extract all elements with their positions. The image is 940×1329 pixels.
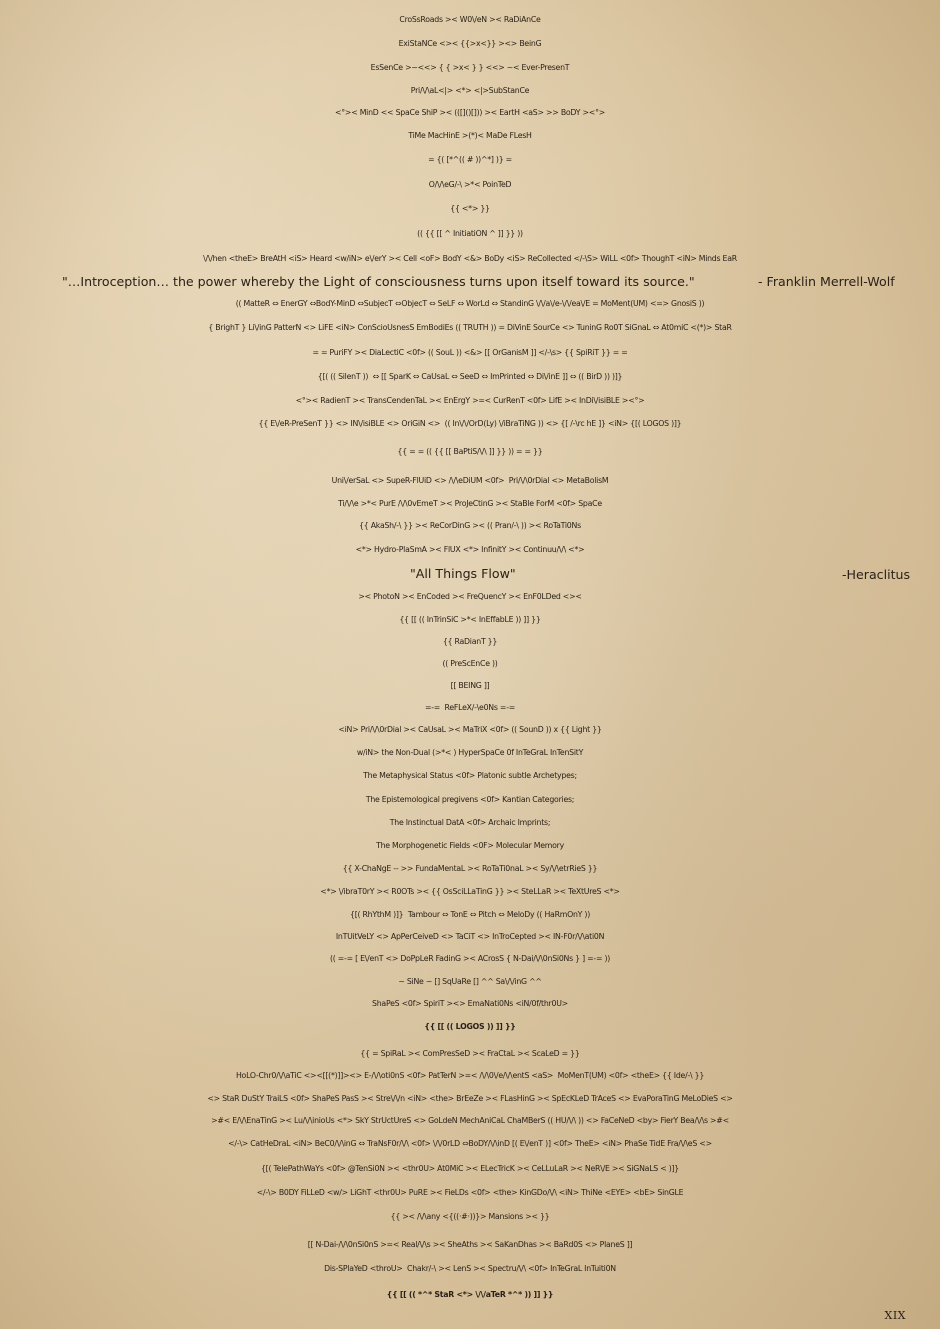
text-line: <°>< MinD << SpaCe ShiP >< (([]()[])) >< EartH <aS> >> BoDY ><°> [334,108,605,117]
text-line: Ti/\/\e >*< PurE /\/\0vEmeT >< ProJeCtinG >< StaBle ForM <0f> SpaCe [338,499,602,508]
text-line: ShaPeS <0f> SpiriT ><> EmaNati0Ns <iN/0f/thr0U> [372,999,568,1008]
text-line: >#< E/\/\EnaTinG >< Lu/\/\inioUs <*> SkY StrUctUreS <> GoLdeN MechAniCaL ChaMBerS (( HU/\/\ )) <> FaCeNeD <by> FierY Bea/\/\s >#< [211,1116,729,1125]
text-line: {{ RaDianT }} [442,637,498,646]
text-line: (( MatteR ⇔ EnerGY ⇔BodY-MinD ⇔SubjecT ⇔ObjecT ⇔ SeLF ⇔ WorLd ⇔ StandinG \/\/a\/e-\/\/ea\/E = MoMent(UM) <=> GnosiS )) [235,299,705,308]
text-line: <*> \/ibraT0rY >< R0OTs >< {{ OsSciLLaTinG }} >< SteLLaR >< TeXtUreS <*> [320,887,620,896]
heading-logos: {{ [[ (( LOGOS )) ]] }} [424,1022,516,1031]
text-line: {{ = SpiRaL >< ComPresSeD >< FraCtaL >< ScaLeD = }} [360,1049,580,1058]
text-line: [[ N-Dai-/\/\0nSi0nS >=< Real/\/\s >< SheAths >< SaKanDhas >< BaRd0S <> PlaneS ]] [307,1240,633,1249]
heading-mansions: {{ >< /\/\any <{((·#·))}> Mansions >< }} [390,1212,550,1221]
text-line: {{ AkaSh/-\ }} >< ReCorDinG >< (( Pran/-\ )) >< RoTaTi0Ns [359,521,581,530]
attribution-wolf: - Franklin Merrell-Wolf [758,274,895,289]
text-line: InTUitVeLY <> ApPerCeiveD <> TaCiT <> InTroCepted >< IN-F0r/\/\ati0N [335,932,605,941]
text-line: Pri/\/\aL<|> <*> <|>SubStanCe [410,86,530,95]
heading-initiation: (( {{ [[ ^ InitiatiON ^ ]] }} )) [417,229,523,238]
text-line: {{ <*> }} [450,204,490,213]
text-line: O/\/\eG/-\ >*< PoinTeD [428,180,512,189]
text-line: w/iN> the Non-Dual (>*< ) HyperSpaCe 0f InTeGraL InTenSitY [356,748,584,757]
text-line: ExiStaNCe <>< {{>x<}} ><> BeinG [398,39,542,48]
text-line: </-\> B0DY FiLLeD <w/> LiGhT <thr0U> PuRE >< FieLDs <0f> <the> KinGDo/\/\ <iN> ThiNe <EYE> <bE> SinGLE [256,1188,684,1197]
text-line: TiMe MacHinE >(*)< MaDe FLesH [408,131,532,140]
text-line: [[ BEING ]] [450,681,490,690]
text-line: {{ E\/eR-PreSenT }} <> IN\/isiBLE <> OriGiN <> (( In\/\/OrD(Ly) \/iBraTiNG )) <> {[ /-\rc hE ]} <iN> {[( LOGOS )]} [258,419,682,428]
text-line: <*> Hydro-PlaSmA >< FlUX <*> InfinitY >< Continuu/\/\ <*> [355,545,585,554]
text-line: >< PhotoN >< EnCoded >< FreQuencY >< EnF0LDed <>< [358,592,582,601]
text-line: \/\/hen <theE> BreAtH <iS> Heard <w/iN> e\/erY >< Cell <oF> BodY <&> BoDy <iS> ReCollected </-\S> WiLL <0f> ThoughT <iN> Minds EaR [203,254,737,263]
text-line: = {( [*^(( # ))^*] )} = [428,155,512,164]
text-line: (( PreScEnCe )) [442,659,498,668]
text-line: {[( (( SilenT )) ⇔ [[ SparK ⇔ CaUsaL ⇔ SeeD ⇔ ImPrinted ⇔ Di\/inE ]] ⇔ (( BirD )) )]} [317,372,623,381]
quote-all-things-flow: "All Things Flow" [410,566,516,581]
text-line: EsSenCe >~<<> { { >x< } } <<> ~< Ever-PresenT [370,63,570,72]
text-line: The Morphogenetic Fields <0F> Molecular Memory [376,841,564,850]
text-line: (( =-= [ E\/enT <> DoPpLeR FadinG >< ACrosS { N-Dai/\/\0nSi0Ns } ] =-= )) [329,954,611,963]
attribution-heraclitus: -Heraclitus [842,567,911,582]
text-line: {{ [[ (( InTrinSiC >*< InEffabLE )) ]] }} [399,615,541,624]
text-line: =-= ReFLeX/-\e0Ns =-= [424,703,516,712]
heading-star-water: {{ [[ (( *^* StaR <*> \/\/aTeR *^* )) ]] }} [386,1290,554,1299]
text-line: CroSsRoads >< W0\/eN >< RaDiAnCe [399,15,541,24]
text-line: ~ SiNe ~ [] SqUaRe [] ^^ Sa\/\/inG ^^ [398,977,542,986]
text-line: Uni\/erSaL <> SupeR-FlUiD <> /\/\eDiUM <0f> Pri/\/\0rDial <> MetaBolisM [331,476,609,485]
heading-baptism: {{ = = (( {{ [[ BaPtiS/\/\ ]] }} )) = = }} [397,447,543,456]
text-line: <> StaR DuStY TraiLS <0f> ShaPeS PasS >< Stre\/\/n <iN> <the> BrEeZe >< FLasHinG >< SpEcKLeD TrAceS <> EvaPoraTinG MeLoDieS <> [207,1094,733,1103]
text-line: = = PuriFY >< DiaLectiC <0f> (( SouL )) <&> [[ OrGanisM ]] </-\s> {{ SpiRiT }} = = [312,348,628,357]
text-line: <°>< RadienT >< TransCendenTaL >< EnErgY >=< CurRenT <0f> LifE >< InDi\/isiBLE ><°> [295,396,645,405]
text-line: The Metaphysical Status <0f> Platonic subtle Archetypes; [363,771,577,780]
text-line: {[( RhYthM )]} Tambour ⇔ TonE ⇔ Pitch ⇔ MeloDy (( HaRmOnY )) [349,910,590,919]
page-number: XIX [884,1309,906,1322]
text-line: The Instinctual DatA <0f> Archaic Imprints; [389,818,551,827]
text-line: {[( TelePathWaYs <0f> @TenSi0N >< <thr0U> At0MiC >< ELecTricK >< CeLLuLaR >< NeR\/E >< SiGNaLS < )]} [260,1164,680,1173]
text-line: </-\> CatHeDraL <iN> BeC0/\/\inG ⇔ TraNsF0r/\/\ <0f> \/\/0rLD ⇔BoDY/\/\inD [( E\/enT )] <0f> TheE> <iN> PhaSe TidE Fra/\/\eS <> [228,1139,712,1148]
text-line: The Epistemological pregivens <0f> Kantian Categories; [365,795,575,804]
quote-introception: "…Introception… the power whereby the Light of consciousness turns upon itself toward its source." [62,274,695,289]
text-line: Dis-SPlaYeD <throU> Chakr/-\ >< LenS >< Spectru/\/\ <0f> InTeGraL InTuiti0N [324,1264,616,1273]
text-line: HoLO-Chr0/\/\aTiC <><[[(*)]]><> E-/\/\oti0nS <0f> PatTerN >=< /\/\0\/e/\/\entS <aS> MoMenT(UM) <0f> <theE> {{ Ide/-\ }} [235,1071,705,1080]
text-line: <iN> Pri/\/\0rDial >< CaUsaL >< MaTriX <0f> (( SounD )) x {{ Light }} [338,725,602,734]
text-line: {{ X-ChaNgE -- >> FundaMentaL >< RoTaTi0naL >< Sy/\/\etrRieS }} [342,864,598,873]
text-line: { BrighT } Li\/inG PatterN <> LiFE <iN> ConScioUsnesS EmBodiEs (( TRUTH )) = DiVinE SourCe <> TuninG Ro0T SiGnaL ⇔ At0miC <(*)> StaR [208,323,732,332]
